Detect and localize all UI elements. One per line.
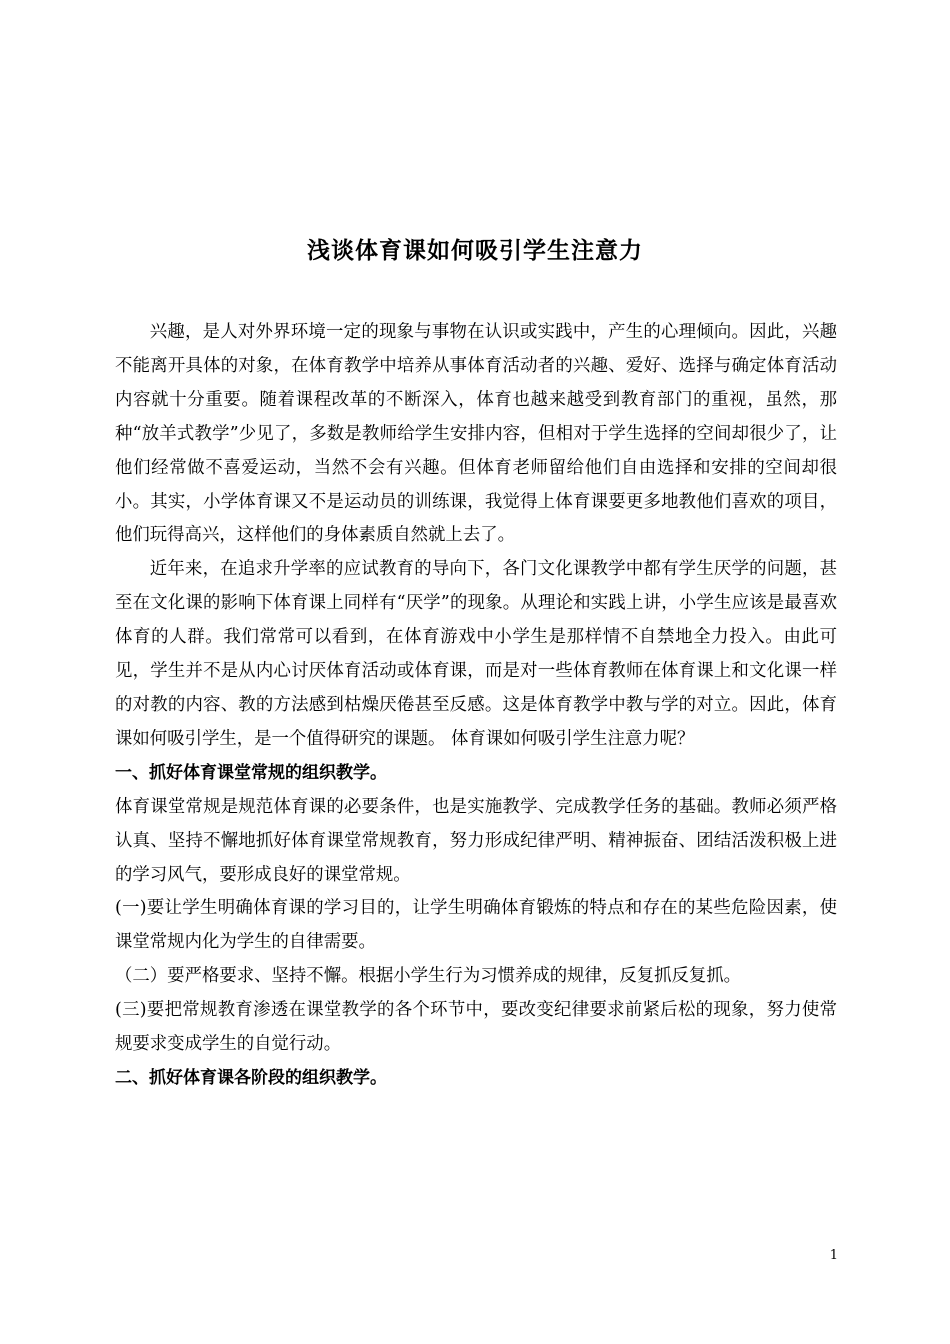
list-item-1: (一)要让学生明确体育课的学习目的，让学生明确体育锻炼的特点和存在的某些危险因素，使课堂常规内化为学生的自律需要。 [115, 898, 837, 953]
paragraph-intro: 兴趣，是人对外界环境一定的现象与事物在认识或实践中，产生的心理倾向。因此，兴趣不能离开具体的对象，在体育教学中培养从事体育活动者的兴趣、爱好、选择与确定体育活动内容就十分重要。随着课程改革的不断深入，体育也越来越受到教育部门的重视，虽然，那种“放羊式教学”少见了，多数是教师给学生安排内容，但相对于学生选择的空间却很少了，让他们经常做不喜爱运动，当然不会有兴趣。但体育老师留给他们自由选择和安排的空间却很小。其实，小学体育课又不是运动员的训练课，我觉得上体育课要更多地教他们喜欢的项目，他们玩得高兴，这样他们的身体素质自然就上去了。 [115, 322, 837, 546]
list-item-2: （二）要严格要求、坚持不懈。根据小学生行为习惯养成的规律，反复抓反复抓。 [115, 966, 742, 987]
section-heading-2: 二、抓好体育课各阶段的组织教学。 [115, 1067, 387, 1088]
section-heading-1: 一、抓好体育课堂常规的组织教学。 [115, 762, 387, 783]
document-title: 浅谈体育课如何吸引学生注意力 [307, 238, 643, 264]
paragraph-background: 近年来，在追求升学率的应试教育的导向下，各门文化课教学中都有学生厌学的问题，甚至在文化课的影响下体育课上同样有“厌学”的现象。从理论和实践上讲，小学生应该是最喜欢体育的人群。我们常常可以看到，在体育游戏中小学生是那样情不自禁地全力投入。由此可见，学生并不是从内心讨厌体育活动或体育课，而是对一些体育教师在体育课上和文化课一样的对教的内容、教的方法感到枯燥厌倦甚至反感。这是体育教学中教与学的对立。因此，体育课如何吸引学生，是一个值得研究的课题。 体育课如何吸引学生注意力呢？ [115, 559, 837, 749]
list-item-3: (三)要把常规教育渗透在课堂教学的各个环节中，要改变纪律要求前紧后松的现象，努力使常规要求变成学生的自觉行动。 [115, 1000, 837, 1055]
paragraph-classroom-routine: 体育课堂常规是规范体育课的必要条件，也是实施教学、完成教学任务的基础。教师必须严格认真、坚持不懈地抓好体育课堂常规教育，努力形成纪律严明、精神振奋、团结活泼积极上进的学习风气，要形成良好的课堂常规。 [115, 796, 837, 885]
page-number: 1 [829, 1248, 838, 1263]
document-body [115, 316, 837, 1096]
